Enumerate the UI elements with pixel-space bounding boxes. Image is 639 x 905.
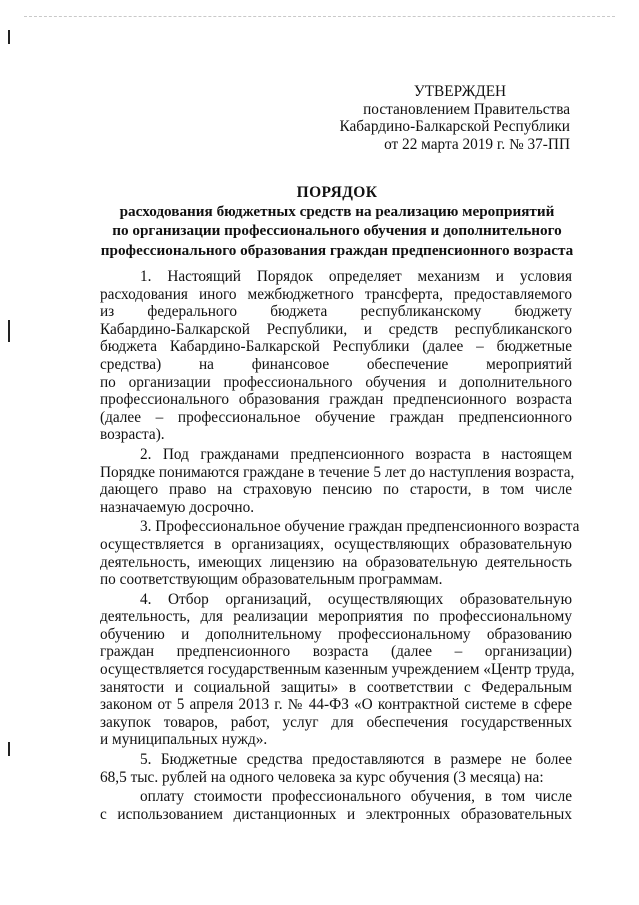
scan-artifact-left: [8, 742, 10, 756]
paragraph: [100, 518, 580, 589]
paragraph-line: осуществляется государственным казенным учреждением «Центр труда,: [100, 661, 575, 679]
paragraph-line: из федерального бюджета республиканскому бюджету: [100, 303, 572, 321]
paragraph-line: 3. Профессиональное обучение граждан предпенсионного возраста: [140, 518, 580, 536]
paragraph-line: 5. Бюджетные средства предоставляются в размере не более: [140, 751, 572, 769]
title-line: по организации профессионального обучения и дополнительного: [112, 222, 562, 240]
paragraph-line: 2. Под гражданами предпенсионного возраста в настоящем: [140, 445, 572, 463]
paragraph-line: осуществляется в организациях, осуществляющих образовательную: [100, 535, 572, 553]
paragraph-line: (далее – профессиональное обучение граждан предпенсионного: [100, 408, 572, 426]
paragraph-line: закупок товаров, работ, услуг для обеспечения государственных: [100, 713, 572, 731]
paragraph-line: профессионального образования граждан предпенсионного возраста: [100, 391, 572, 409]
scan-artifact-left: [8, 320, 10, 342]
approval-stamp: [330, 83, 570, 153]
paragraph-line: бюджета Кабардино-Балкарской Республики (далее – бюджетные: [100, 338, 572, 356]
paragraph-line: 4. Отбор организаций, осуществляющих образовательную: [140, 590, 572, 608]
paragraph-line: деятельность, имеющих лицензию на образовательную деятельность: [100, 553, 572, 571]
document-body: [100, 268, 580, 825]
approval-line: постановлением Правительства: [363, 100, 570, 118]
paragraph-line: граждан предпенсионного возраста (далее – организации): [100, 643, 572, 661]
paragraph-line: 68,5 тыс. рублей на одного человека за курс обучения (3 месяца) на:: [100, 768, 544, 786]
scan-artifact-left: [8, 30, 10, 44]
document-title: [100, 183, 574, 260]
approval-line: от 22 марта 2019 г. № 37-ПП: [384, 135, 570, 153]
paragraph-line: и муниципальных нужд».: [100, 731, 268, 749]
paragraph: [100, 590, 575, 749]
title-main: ПОРЯДОК: [296, 184, 378, 201]
approval-heading: УТВЕРЖДЕН: [413, 83, 507, 100]
paragraph-line: занятости и социальной защиты» в соответствии с Федеральным: [100, 678, 572, 696]
paragraph-line: Порядке понимаются граждане в течение 5 лет до наступления возраста,: [100, 463, 575, 481]
paragraph-line: законом от 5 апреля 2013 г. № 44-ФЗ «О контрактной системе в сфере: [100, 696, 572, 714]
paragraph-line: Кабардино-Балкарской Республики, и средств республиканского: [100, 320, 572, 338]
paragraph: [100, 268, 572, 444]
paragraph-line: назначаемую досрочно.: [100, 498, 255, 516]
paragraph-line: обучению и дополнительному профессиональному образованию: [100, 625, 572, 643]
scan-artifact-top: [24, 16, 615, 18]
paragraph-line: по организации профессионального обучения и дополнительного: [100, 373, 572, 391]
paragraph-line: с использованием дистанционных и электронных образовательных: [100, 805, 572, 823]
paragraph-line: оплату стоимости профессионального обучения, в том числе: [140, 788, 572, 806]
paragraph-line: по соответствующим образовательным программам.: [100, 571, 443, 589]
paragraph-line: средства) на финансовое обеспечение мероприятий: [100, 355, 572, 373]
title-line: расходования бюджетных средств на реализацию мероприятий: [119, 203, 555, 221]
paragraph: [100, 751, 572, 786]
paragraph-line: дающего право на страховую пенсию по старости, в том числе: [100, 481, 572, 499]
title-line: профессионального образования граждан предпенсионного возраста: [100, 241, 574, 259]
paragraph: [100, 788, 572, 823]
paragraph-line: возраста).: [100, 426, 165, 444]
paragraph: [100, 445, 575, 516]
approval-line: Кабардино-Балкарской Республики: [339, 118, 570, 136]
paragraph-line: деятельность, для реализации мероприятия по профессиональному: [100, 608, 572, 626]
paragraph-line: 1. Настоящий Порядок определяет механизм и условия: [140, 268, 572, 285]
paragraph-line: расходования иного межбюджетного трансферта, предоставляемого: [100, 285, 572, 303]
